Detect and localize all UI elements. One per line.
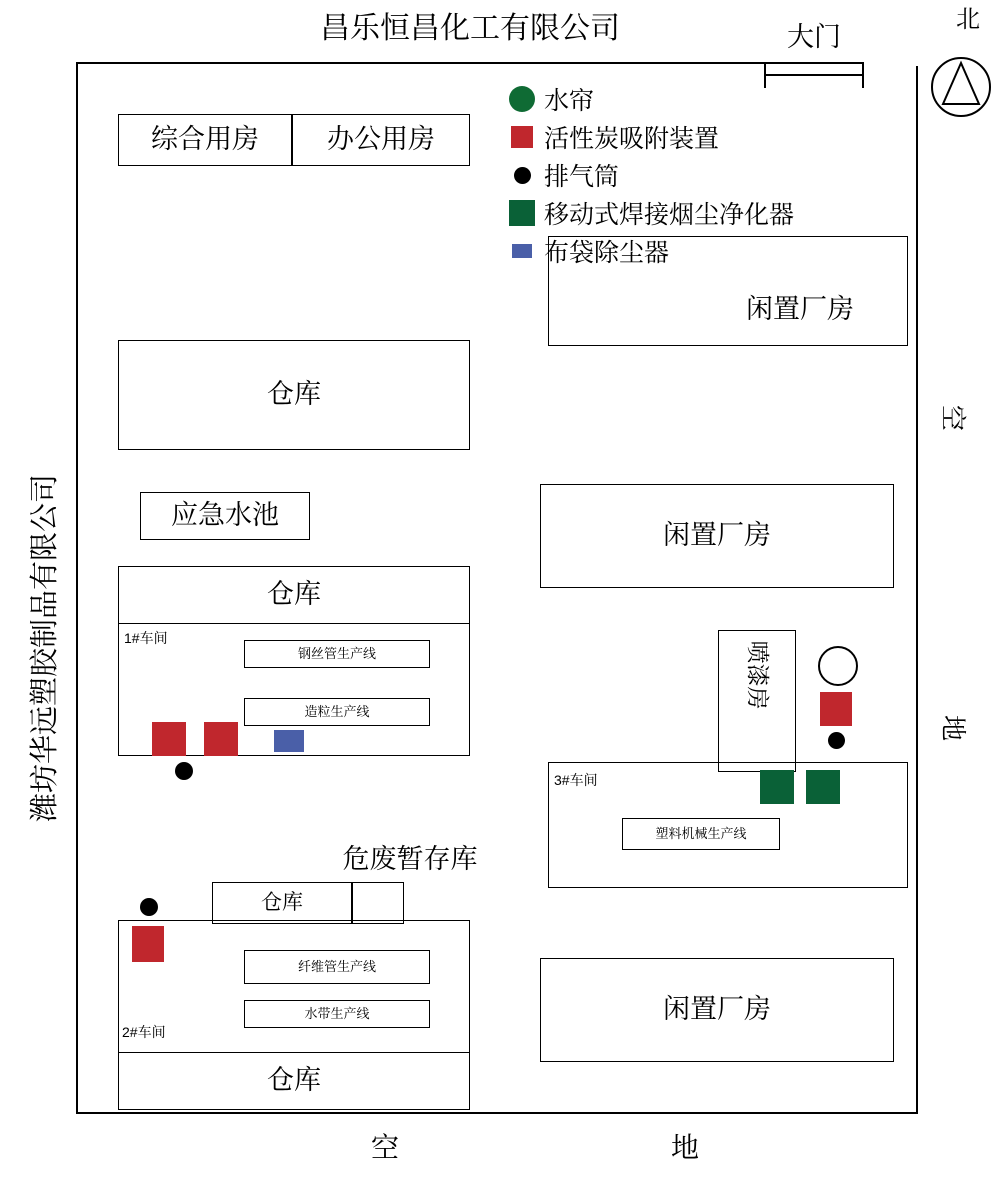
building-spray-room-label: 喷漆房 — [744, 640, 771, 710]
production-line-water-hose: 水带生产线 — [244, 1000, 430, 1028]
neighbor-label-west: 潍坊华远塑胶制品有限公司 — [29, 474, 62, 823]
legend-item — [500, 156, 960, 194]
exhaust-stack-icon — [140, 898, 158, 916]
building-idle-plant-top-label: 闲置厂房 — [746, 294, 854, 325]
compass-north-label: 北 — [956, 5, 980, 33]
building-office: 办公用房 — [292, 114, 470, 166]
workshop-1-warehouse: 仓库 — [118, 566, 470, 624]
legend-item — [500, 194, 960, 232]
mobile-welding-fume-purifier-icon — [760, 770, 794, 804]
gate-bar — [764, 74, 864, 76]
production-line-plastic-machinery: 塑料机械生产线 — [622, 818, 780, 850]
gate-label: 大门 — [776, 18, 852, 58]
legend-item — [500, 118, 960, 156]
building-hazardous-waste-label: 危废暂存库 — [342, 844, 478, 875]
building-idle-plant-bottom: 闲置厂房 — [540, 958, 894, 1062]
legend-label: 移动式焊接烟尘净化器 — [544, 201, 795, 229]
activated-carbon-adsorber-icon — [132, 926, 164, 962]
building-idle-plant-mid: 闲置厂房 — [540, 484, 894, 588]
building-emergency-pool: 应急水池 — [140, 492, 310, 540]
workshop-2-warehouse-upper: 仓库 — [212, 882, 352, 924]
activated-carbon-adsorber-icon — [204, 722, 238, 756]
legend-label: 布袋除尘器 — [544, 239, 670, 267]
building-comprehensive: 综合用房 — [118, 114, 292, 166]
exhaust-stack-icon — [828, 732, 845, 749]
legend-label: 排气筒 — [544, 163, 620, 191]
neighbor-label-east-top: 空 — [938, 404, 969, 431]
legend-item — [500, 80, 960, 118]
production-line-steel-wire-pipe: 钢丝管生产线 — [244, 640, 430, 668]
exhaust-stack-icon — [175, 762, 193, 780]
activated-carbon-adsorber-icon — [500, 126, 544, 148]
mobile-welding-fume-purifier-icon — [500, 200, 544, 226]
hazardous-waste-store — [352, 882, 404, 924]
neighbor-label-south-left: 空 — [370, 1131, 399, 1163]
legend-label: 水帘 — [544, 87, 595, 115]
neighbor-label-east-bottom: 地 — [938, 714, 969, 741]
mobile-welding-fume-purifier-icon — [806, 770, 840, 804]
workshop-2-warehouse: 仓库 — [118, 1052, 470, 1110]
bag-filter-icon — [500, 244, 544, 258]
activated-carbon-adsorber-icon — [820, 692, 852, 726]
activated-carbon-adsorber-icon — [152, 722, 186, 756]
water-curtain-icon — [500, 86, 544, 112]
workshop-2-label: 2#车间 — [122, 1024, 166, 1041]
production-line-granulation: 造粒生产线 — [244, 698, 430, 726]
page-title: 昌乐恒昌化工有限公司 — [320, 11, 620, 45]
building-warehouse-top: 仓库 — [118, 340, 470, 450]
workshop-1-label: 1#车间 — [124, 630, 168, 647]
workshop-3-label: 3#车间 — [554, 772, 598, 789]
exhaust-stack-icon — [500, 167, 544, 184]
gate-opening — [864, 60, 918, 66]
bag-filter-icon — [274, 730, 304, 752]
neighbor-label-south-right: 地 — [670, 1131, 699, 1163]
production-line-fiber-pipe: 纤维管生产线 — [244, 950, 430, 984]
water-curtain-icon — [818, 646, 858, 686]
legend-label: 活性炭吸附装置 — [544, 125, 720, 153]
